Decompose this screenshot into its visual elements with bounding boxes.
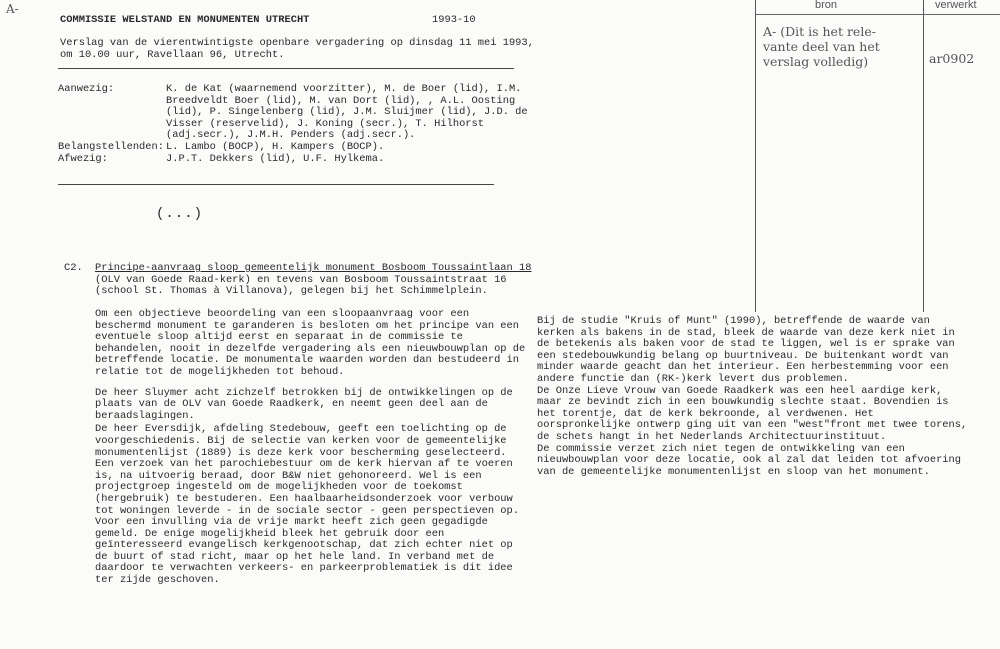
text-line: projectgroep ingesteld om de mogelijkheden voor de toekomst [95, 481, 463, 494]
text-line: Om een objectieve beoordeling van een sloopaanvraag voor een [95, 308, 470, 320]
text-line: eventuele sloop altijd eerst en separaat in de commissie te [95, 331, 463, 344]
text-line: De heer Sluymer acht zichzelf betrokken bij de ontwikkelingen op de [95, 386, 513, 399]
text-line: betreffende locatie. De monumentale waarden worden dan bestudeerd in [95, 354, 520, 367]
present-line: Breedveldt Boer (lid), M. van Dort (lid), , A.L. Oosting [166, 94, 516, 107]
archive-note-line: vante deel van het [763, 39, 880, 54]
text-line: monumentenlijst (1889) is deze kerk voor bescherming geselecteerd. [95, 446, 507, 459]
organization-name: COMMISSIE WELSTAND EN MONUMENTEN UTRECHT [60, 14, 310, 26]
present-list [166, 84, 526, 142]
paragraph-eversdijk [95, 423, 520, 587]
meeting-number: 1993-10 [432, 14, 476, 26]
item-title-line: (OLV van Goede Raad-kerk) en tevens van Bosboom Toussaintstraat 16 [95, 273, 507, 286]
archive-col-bron: bron [815, 0, 838, 11]
archive-note [763, 24, 880, 69]
text-line: beraadslagingen. [95, 409, 195, 422]
archive-header-rule [755, 14, 1000, 15]
archive-note-line: A- (Dit is het rele- [763, 24, 876, 39]
text-line: geïnteresseerd evangelisch kerkgenootschap, dat zich echter niet op [95, 539, 513, 552]
item-code: C2. [64, 262, 83, 274]
text-line: kerken als bakens in de stad, bleek de waarde van deze kerk niet in [537, 326, 955, 339]
attendance-rule [58, 184, 494, 185]
item-title-line: (school St. Thomas à Villanova), gelegen bij het Schimmelplein. [95, 285, 488, 298]
omission-marker: (...) [156, 206, 204, 222]
archive-box-divider [923, 0, 924, 312]
stakeholders-label: Belangstellenden: [58, 141, 165, 153]
absent-value: J.P.T. Dekkers (lid), U.F. Hylkema. [166, 152, 385, 165]
text-line: Bij de studie "Kruis of Munt" (1990), betreffende de waarde van [537, 315, 930, 327]
subtitle-line: om 10.00 uur, Ravellaan 96, Utrecht. [60, 48, 285, 61]
text-line: De Onze Lieve Vrouw van Goede Raadkerk was een heel aardige kerk, [537, 384, 943, 397]
item-heading [95, 263, 531, 298]
text-line: Een verzoek van het parochiebestuur om de kerk hiervan af te voeren [95, 458, 513, 471]
text-line: ter zijde geschoven. [95, 574, 220, 587]
text-line: voorgeschiedenis. Bij de selectie van kerken voor de gemeentelijke [95, 434, 507, 447]
text-line: het torentje, dat de kerk bekroonde, al verdwenen. Het [537, 407, 874, 420]
text-line: Voor een invulling via de vrije markt heeft zich geen gegadigde [95, 516, 488, 529]
right-column [537, 315, 968, 478]
text-line: gemeld. De enige mogelijkheid bleek het gebruik door een [95, 527, 445, 540]
text-line: behandelen, nooit in dezelfde vergadering als een nieuwbouwplan op de [95, 342, 526, 355]
text-line: de buurt of stad richt, maar op het hele land. In verband met de [95, 550, 495, 563]
text-line: (hergebruik) te bestuderen. Een haalbaarheidsonderzoek voor verbouw [95, 492, 513, 505]
absent-label: Afwezig: [58, 152, 108, 165]
paragraph-olv-kerk [537, 384, 968, 444]
text-line: andere functie dan (RK-)kerk levert dus problemen. [537, 372, 849, 385]
present-line: (adj.secr.), J.M.H. Penders (adj.secr.). [166, 129, 416, 142]
paragraph-conclusion [537, 442, 962, 479]
header-rule [58, 68, 514, 69]
item-title: Principe-aanvraag sloop gemeentelijk monument Bosboom Toussaintlaan 18 [95, 262, 532, 274]
text-line: is, na uitvoerig beraad, door B&W niet gehonoreerd. Wel is een [95, 469, 482, 482]
text-line: een stedebouwkundig belang op buurtniveau. De buitenkant wordt van [537, 349, 949, 362]
text-line: van de gemeentelijke monumentenlijst en sloop van het monument. [537, 465, 930, 478]
archive-code: ar0902 [929, 51, 975, 66]
text-line: De heer Eversdijk, afdeling Stedebouw, geeft een toelichting op de [95, 423, 507, 436]
text-line: daardoor te verwachten verkeers- en parkeerproblematiek is dit idee [95, 562, 513, 575]
subtitle-line: Verslag van de vierentwintigste openbare vergadering op dinsdag 11 mei 1993, [60, 37, 534, 49]
text-line: relatie tot de mogelijkheden tot behoud. [95, 365, 345, 378]
present-line: (lid), P. Singelenberg (lid), J.M. Sluijmer (lid), J.D. de [166, 106, 528, 119]
text-line: maar ze bevindt zich in een bouwkundig slechte staat. Bovendien is [537, 396, 949, 409]
archive-col-verwerkt: verwerkt [935, 0, 977, 11]
paragraph-intro [95, 308, 526, 379]
text-line: tot woningen leverde - in de sociale sector - geen perspectieven op. [95, 504, 520, 517]
text-line: minder waarde geacht dan het interieur. Een herbestemming voor een [537, 361, 949, 374]
text-line: De commissie verzet zich niet tegen de ontwikkeling van een [537, 442, 905, 455]
stakeholders-value: L. Lambo (BOCP), H. Kampers (BOCP). [166, 141, 385, 153]
archive-note-line: verslag volledig) [763, 54, 869, 69]
margin-mark: A- [6, 2, 19, 16]
text-line: beschermd monument te garanderen is besloten om het principe van een [95, 319, 520, 332]
meeting-subtitle [60, 37, 534, 61]
present-line: K. de Kat (waarnemend voorzitter), M. de Boer (lid), I.M. [166, 83, 522, 95]
text-line: nieuwbouwplan voor deze locatie, ook al zal dat leiden tot afvoering [537, 454, 962, 467]
paragraph-sluymer [95, 388, 515, 423]
present-line: Visser (reservelid), J. Koning (secr.), T. Hilhorst [166, 117, 485, 130]
text-line: oorspronkelijke ontwerp ging uit van een "west"front met twee torens, [537, 419, 968, 432]
present-label: Aanwezig: [58, 83, 115, 95]
left-column [95, 308, 526, 587]
text-line: de schets hangt in het Nederlands Architectuurinstituut. [537, 430, 887, 443]
paragraph-kruis-of-munt [537, 316, 957, 386]
archive-box-left-border [755, 0, 756, 312]
text-line: de betekenis als baken voor de stad te liggen, wel is er sprake van [537, 338, 955, 351]
text-line: plaats van de OLV van Goede Raadkerk, en neemt geen deel aan de [95, 398, 488, 411]
